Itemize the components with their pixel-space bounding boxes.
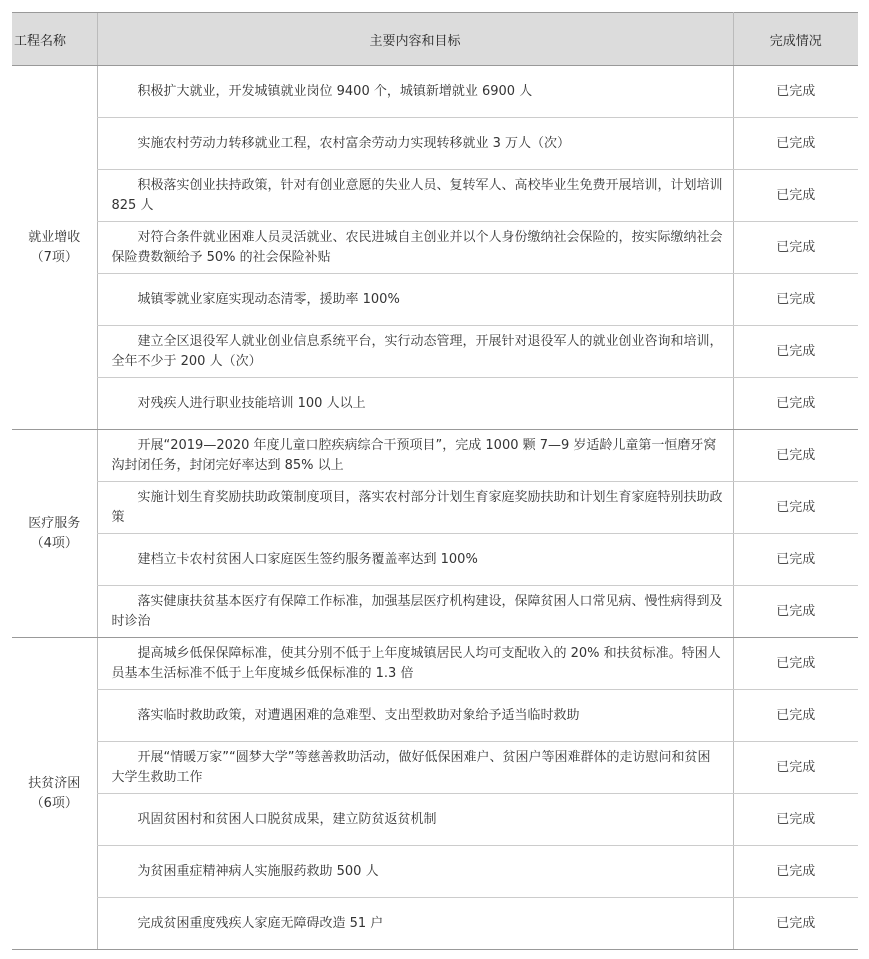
table-header [12,13,858,66]
status-cell: 已完成 [733,482,858,534]
header-content: 主要内容和目标 [97,13,733,66]
status-cell: 已完成 [733,274,858,326]
content-cell: 实施农村劳动力转移就业工程，农村富余劳动力实现转移就业 3 万人（次） [97,118,733,170]
status-cell: 已完成 [733,846,858,898]
content-cell: 实施计划生育奖励扶助政策制度项目，落实农村部分计划生育家庭奖励扶助和计划生育家庭特别扶助政策 [97,482,733,534]
table-row [12,482,858,534]
table-row [12,534,858,586]
table-row [12,846,858,898]
category-name: 扶贫济困 [28,775,81,791]
header-status: 完成情况 [733,13,858,66]
content-cell: 巩固贫困村和贫困人口脱贫成果，建立防贫返贫机制 [97,794,733,846]
status-cell: 已完成 [733,534,858,586]
status-cell: 已完成 [733,638,858,690]
status-cell: 已完成 [733,690,858,742]
content-cell: 落实临时救助政策，对遭遇困难的急难型、支出型救助对象给予适当临时救助 [97,690,733,742]
status-cell: 已完成 [733,898,858,950]
content-cell: 对符合条件就业困难人员灵活就业、农民进城自主创业并以个人身份缴纳社会保险的，按实际缴纳社会保险费数额给予 50% 的社会保险补贴 [97,222,733,274]
table-row [12,66,858,118]
content-cell: 落实健康扶贫基本医疗有保障工作标准，加强基层医疗机构建设，保障贫困人口常见病、慢性病得到及时诊治 [97,586,733,638]
status-cell: 已完成 [733,794,858,846]
category-cell [12,66,97,430]
table-row [12,430,858,482]
status-cell: 已完成 [733,222,858,274]
content-cell: 开展“情暖万家”“圆梦大学”等慈善救助活动，做好低保困难户、贫困户等困难群体的走访慰问和贫困大学生救助工作 [97,742,733,794]
category-count: （7项） [30,249,78,265]
category-count: （4项） [30,535,78,551]
project-table-container [12,12,858,950]
table-row [12,690,858,742]
content-cell: 提高城乡低保保障标准，使其分别不低于上年度城镇居民人均可支配收入的 20% 和扶贫标准。特困人员基本生活标准不低于上年度城乡低保标准的 1.3 倍 [97,638,733,690]
status-cell: 已完成 [733,170,858,222]
category-cell [12,638,97,950]
status-cell: 已完成 [733,326,858,378]
table-row [12,170,858,222]
content-cell: 完成贫困重度残疾人家庭无障碍改造 51 户 [97,898,733,950]
table-row [12,222,858,274]
content-cell: 对残疾人进行职业技能培训 100 人以上 [97,378,733,430]
category-cell [12,430,97,638]
category-name: 就业增收 [28,229,81,245]
table-row [12,794,858,846]
table-row [12,378,858,430]
content-cell: 积极落实创业扶持政策，针对有创业意愿的失业人员、复转军人、高校毕业生免费开展培训，计划培训 825 人 [97,170,733,222]
table-body [12,66,858,950]
table-row [12,742,858,794]
table-row [12,326,858,378]
status-cell: 已完成 [733,586,858,638]
project-table [12,12,858,950]
status-cell: 已完成 [733,66,858,118]
content-cell: 城镇零就业家庭实现动态清零，援助率 100% [97,274,733,326]
table-row [12,586,858,638]
status-cell: 已完成 [733,742,858,794]
status-cell: 已完成 [733,430,858,482]
status-cell: 已完成 [733,118,858,170]
table-row [12,118,858,170]
content-cell: 积极扩大就业，开发城镇就业岗位 9400 个，城镇新增就业 6900 人 [97,66,733,118]
content-cell: 建档立卡农村贫困人口家庭医生签约服务覆盖率达到 100% [97,534,733,586]
content-cell: 建立全区退役军人就业创业信息系统平台，实行动态管理，开展针对退役军人的就业创业咨询和培训，全年不少于 200 人（次） [97,326,733,378]
table-row [12,898,858,950]
table-row [12,638,858,690]
status-cell: 已完成 [733,378,858,430]
category-name: 医疗服务 [28,515,81,531]
content-cell: 为贫困重症精神病人实施服药救助 500 人 [97,846,733,898]
category-count: （6项） [30,795,78,811]
table-row [12,274,858,326]
content-cell: 开展“2019—2020 年度儿童口腔疾病综合干预项目”，完成 1000 颗 7—9 岁适龄儿童第一恒磨牙窝沟封闭任务，封闭完好率达到 85% 以上 [97,430,733,482]
header-project-name: 工程名称 [12,13,97,66]
